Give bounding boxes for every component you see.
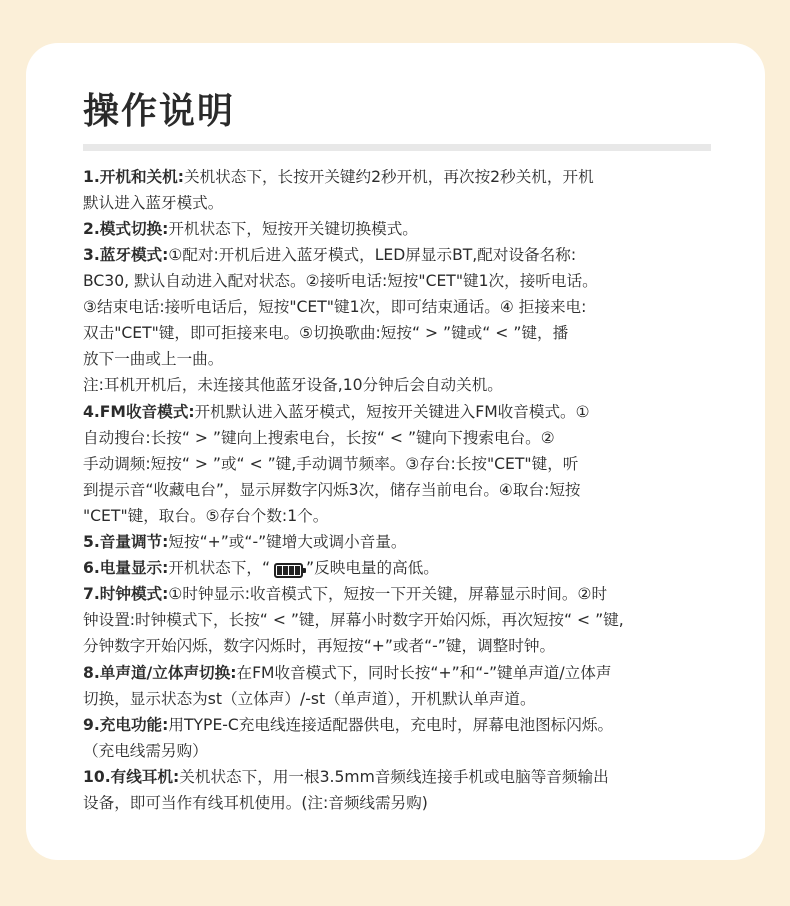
section-line: 分钟数字开始闪烁，数字闪烁时，再短按“+”或者“-”键，调整时钟。 xyxy=(83,637,556,655)
section-mode-switch xyxy=(83,216,723,242)
section-label: 9.充电功能: xyxy=(83,716,169,734)
section-line: 7.时钟模式:①时钟显示:收音模式下，短按一下开关键，屏幕显示时间。②时 xyxy=(83,585,608,603)
section-volume xyxy=(83,529,723,555)
section-label: 10.有线耳机: xyxy=(83,768,180,786)
battery-full-icon xyxy=(274,563,303,578)
section-power xyxy=(83,164,723,216)
section-note: 注:耳机开机后，未连接其他蓝牙设备,10分钟后会自动关机。 xyxy=(83,376,503,394)
section-charging xyxy=(83,712,723,764)
section-fm-radio xyxy=(83,399,723,529)
section-clock xyxy=(83,581,723,659)
section-label: 1.开机和关机: xyxy=(83,168,184,186)
section-line: 4.FM收音模式:开机默认进入蓝牙模式，短按开关键进入FM收音模式。① xyxy=(83,403,590,421)
section-wired-headphone xyxy=(83,764,723,816)
section-bluetooth xyxy=(83,242,723,398)
title-divider xyxy=(83,144,711,151)
section-label: 8.单声道/立体声切换: xyxy=(83,664,237,682)
section-label: 3.蓝牙模式: xyxy=(83,246,169,264)
section-line: 设备，即可当作有线耳机使用。(注:音频线需另购) xyxy=(83,794,428,812)
section-line: 1.开机和关机:关机状态下，长按开关键约2秒开机，再次按2秒关机，开机 xyxy=(83,168,594,186)
section-label: 6.电量显示: xyxy=(83,559,169,577)
section-line: （充电线需另购） xyxy=(83,742,208,760)
section-line: 自动搜台:长按“ > ”键向上搜索电台，长按“ < ”键向下搜索电台。② xyxy=(83,429,555,447)
section-line: 钟设置:时钟模式下，长按“ < ”键，屏幕小时数字开始闪烁，再次短按“ < ”键, xyxy=(83,611,624,629)
section-line: 到提示音“收藏电台”，显示屏数字闪烁3次，储存当前电台。④取台:短按 xyxy=(83,481,581,499)
instruction-content xyxy=(83,164,723,816)
section-line: BC30, 默认自动进入配对状态。②接听电话:短按"CET"键1次，接听电话。 xyxy=(83,272,598,290)
section-line: 10.有线耳机:关机状态下，用一根3.5mm音频线连接手机或电脑等音频输出 xyxy=(83,768,609,786)
section-label: 2.模式切换: xyxy=(83,220,169,238)
section-label: 7.时钟模式: xyxy=(83,585,169,603)
section-mono-stereo xyxy=(83,660,723,712)
section-line: 8.单声道/立体声切换:在FM收音模式下，同时长按“+”和“-”键单声道/立体声 xyxy=(83,664,612,682)
section-label: 4.FM收音模式: xyxy=(83,403,195,421)
page-title: 操作说明 xyxy=(83,91,236,132)
section-line: 默认进入蓝牙模式。 xyxy=(83,194,224,212)
section-line: 6.电量显示:开机状态下，“ ”反映电量的高低。 xyxy=(83,559,439,577)
section-battery-display xyxy=(83,555,723,581)
section-label: 5.音量调节: xyxy=(83,533,169,551)
section-line: 切换，显示状态为st（立体声）/-st（单声道），开机默认单声道。 xyxy=(83,690,536,708)
section-line: 9.充电功能:用TYPE-C充电线连接适配器供电，充电时，屏幕电池图标闪烁。 xyxy=(83,716,614,734)
section-line: 放下一曲或上一曲。 xyxy=(83,350,224,368)
section-line: 3.蓝牙模式:①配对:开机后进入蓝牙模式，LED屏显示BT,配对设备名称: xyxy=(83,246,577,264)
section-line: 双击"CET"键，即可拒接来电。⑤切换歌曲:短按“ > ”键或“ < ”键，播 xyxy=(83,324,569,342)
section-line: 5.音量调节:短按“+”或“-”键增大或调小音量。 xyxy=(83,533,407,551)
section-line: ③结束电话:接听电话后，短按"CET"键1次，即可结束通话。④ 拒接来电: xyxy=(83,298,587,316)
section-line: "CET"键，取台。⑤存台个数:1个。 xyxy=(83,507,329,525)
section-line: 2.模式切换:开机状态下，短按开关键切换模式。 xyxy=(83,220,418,238)
instruction-card xyxy=(26,43,765,860)
section-line: 手动调频:短按“ > ”或“ < ”键,手动调节频率。③存台:长按"CET"键，听 xyxy=(83,455,579,473)
